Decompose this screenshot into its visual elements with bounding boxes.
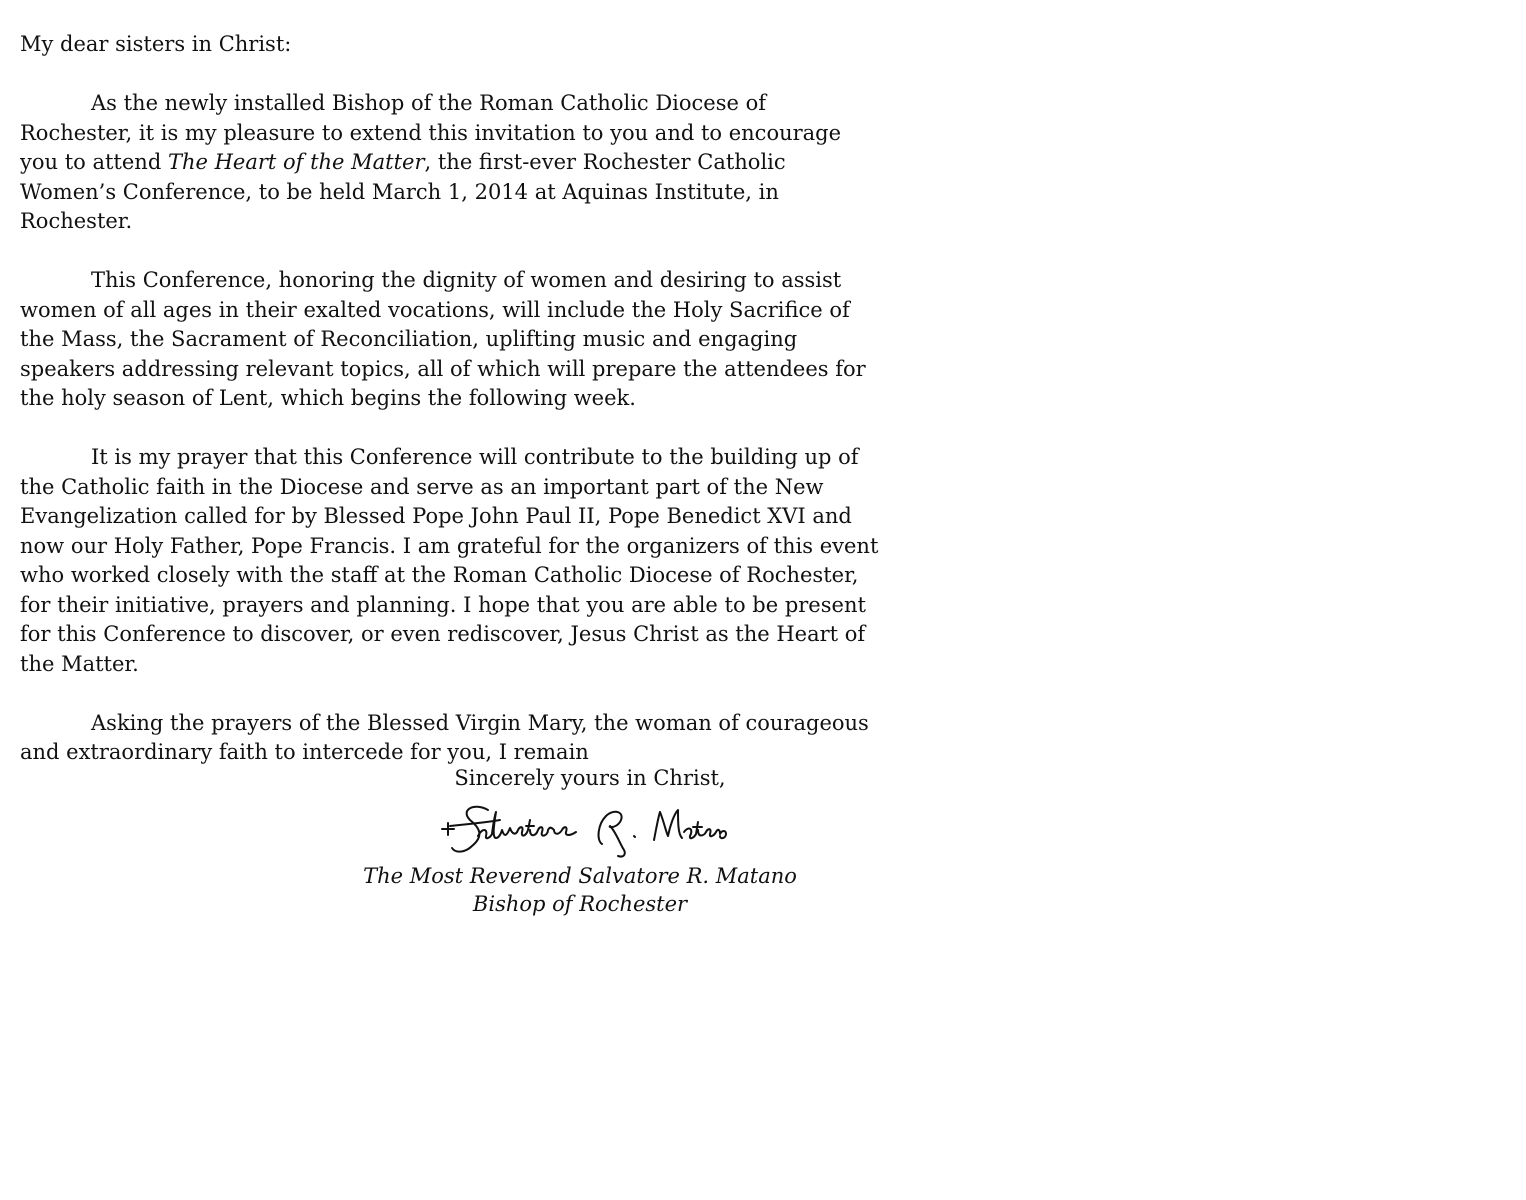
conference-title: The Heart of the Matter bbox=[167, 150, 425, 174]
paragraph-invitation-end: , the first-ever Rochester Catholic Women’s Conference, to be held March 1, 2014 at Aquinas Institute, in Rochester. bbox=[20, 150, 786, 233]
closing-line: Sincerely yours in Christ, bbox=[454, 766, 726, 790]
signature-block bbox=[300, 764, 860, 918]
paragraph-invitation-start: As the newly installed Bishop of the Roman Catholic Diocese of Rochester, it is my pleasure to extend this invitation to you and to encourage you to attend bbox=[20, 91, 842, 174]
letter-body bbox=[20, 30, 880, 797]
paragraph-closing-request: Asking the prayers of the Blessed Virgin Mary, the woman of courageous and extraordinary faith to intercede for you, I remain bbox=[20, 710, 869, 764]
paragraph-invitation bbox=[20, 89, 880, 237]
handwritten-signature bbox=[430, 796, 730, 862]
paragraph-conference-details: This Conference, honoring the dignity of women and desiring to assist women of all ages in their exalted vocations, will include the Holy Sacrifice of the Mass, the Sacrament of Reconciliation, uplifting music and engaging speakers addressing relevant topics, all of which will prepare the attendees for the holy season of Lent, which begins the following week. bbox=[20, 268, 866, 410]
signer-name: The Most Reverend Salvatore R. Matano bbox=[363, 863, 797, 888]
signer-title: Bishop of Rochester bbox=[472, 891, 688, 916]
paragraph-prayer: It is my prayer that this Conference will contribute to the building up of the Catholic faith in the Diocese and serve as an important part of the New Evangelization called for by Blessed Pope John Paul II, Pope Benedict XVI and now our Holy Father, Pope Francis. I am grateful for the organizers of this event who worked closely with the staff at the Roman Catholic Diocese of Rochester, for their initiative, prayers and planning. I hope that you are able to be present for this Conference to discover, or even rediscover, Jesus Christ as the Heart of the Matter. bbox=[20, 445, 879, 676]
salutation: My dear sisters in Christ: bbox=[20, 32, 292, 56]
